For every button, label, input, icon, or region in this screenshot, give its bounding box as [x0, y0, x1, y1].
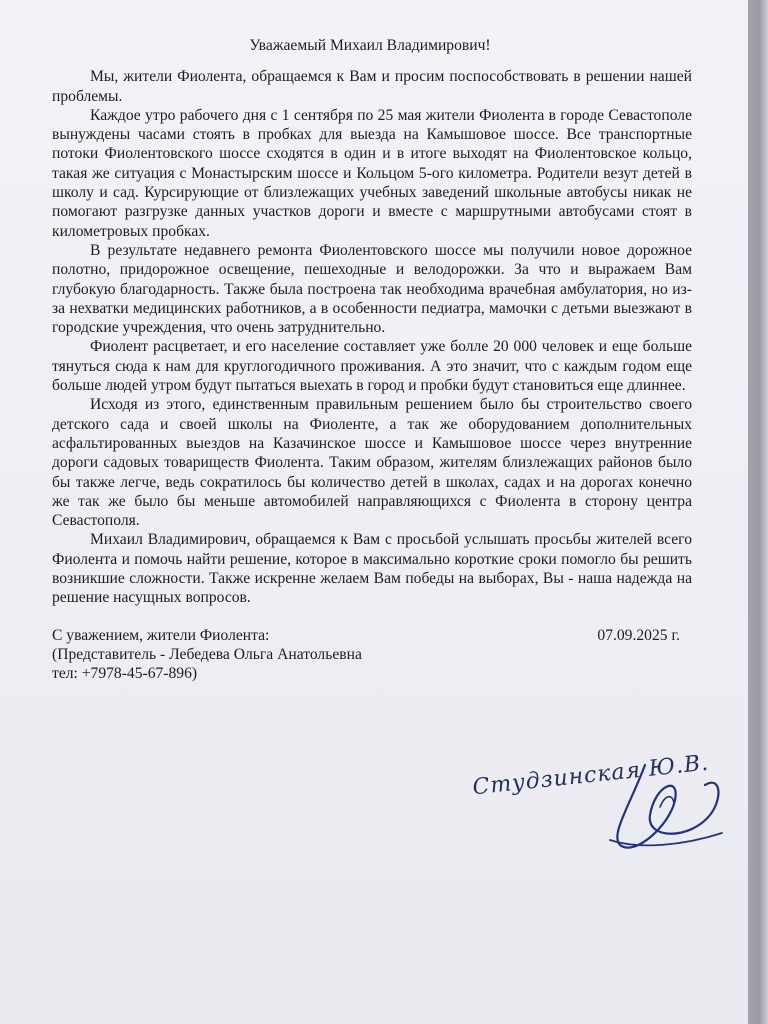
signature-flourish-icon — [460, 745, 730, 865]
handwritten-signature — [460, 745, 730, 865]
letter-closing — [52, 626, 692, 684]
paragraph-traffic: Каждое утро рабочего дня с 1 сентября по 25 мая жители Фиолента в городе Севастополе вынуждены часами стоять в пробках для выезда на Камышовое шоссе. Все транспортные потоки Фиолентовского шоссе сходятся в один и в итоге выходят на Фиолентовское кольцо, такая же ситуация с Монастырским шоссе и Кольцом 5-ого километра. Родители везут детей в школу и сад. Курсирующие от близлежащих учебных заведений школьные автобусы никак не помогают разгрузке данных участков дороги и вместе с маршрутными автобусами стоят в километровых пробках. — [52, 106, 692, 240]
paragraph-request: Михаил Владимирович, обращаемся к Вам с просьбой услышать просьбы жителей всего Фиолента и помочь найти решение, которое в максимально короткие сроки помогло бы решить возникшие сложности. Также искренне желаем Вам победы на выборах, Вы - наша надежда на решение насущных вопросов. — [52, 531, 692, 607]
paragraph-intro: Мы, жители Фиолента, обращаемся к Вам и просим поспособствовать в решении нашей проблемы. — [52, 68, 692, 105]
closing-phone: тел: +7978-45-67-896) — [52, 665, 198, 683]
paragraph-population: Фиолент расцветает, и его население составляет уже болле 20 000 человек и еще больше тянуться сюда к нам для круглогодичного проживания. А это значит, что с каждым годом еще больше людей утром будут пытаться выехать в город и пробки будут становиться еще длиннее. — [52, 338, 692, 395]
paper-edge — [746, 0, 768, 1024]
closing-representative: (Представитель - Лебедева Ольга Анатольевна — [52, 645, 362, 663]
paragraph-repairs: В результате недавнего ремонта Фиолентовского шоссе мы получили новое дорожное полотно, придорожное освещение, пешеходные и велодорожки. За что и выражаем Вам глубокую благодарность. Также была построена так необходима врачебная амбулатория, но из-за нехватки медицинских работников, а в особенности педиатра, мамочки с детьми выезжают в городские учреждения, что очень затруднительно. — [52, 241, 692, 337]
letter-date: 07.09.2025 г. — [597, 626, 680, 644]
closing-regards: С уважением, жители Фиолента: — [52, 626, 270, 644]
letter-salutation: Уважаемый Михаил Владимирович! — [249, 37, 491, 54]
paragraph-proposal: Исходя из этого, единственным правильным решением было бы строительство своего детского сада и своей школы на Фиоленте, а так же оборудованием дополнительных асфальтированных выездов на Казачинское шоссе и Камышовое шоссе через внутренние дороги садовых товариществ Фиолента. Таким образом, жителям близлежащих районов было бы также легче, ведь сократилось бы количество детей в школах, садах и на дорогах конечно же так же было бы меньше автомобилей направляющихся с Фиолента в сторону центра Севастополя. — [52, 396, 692, 530]
signature-name: Студзинская Ю.В. — [471, 750, 711, 801]
